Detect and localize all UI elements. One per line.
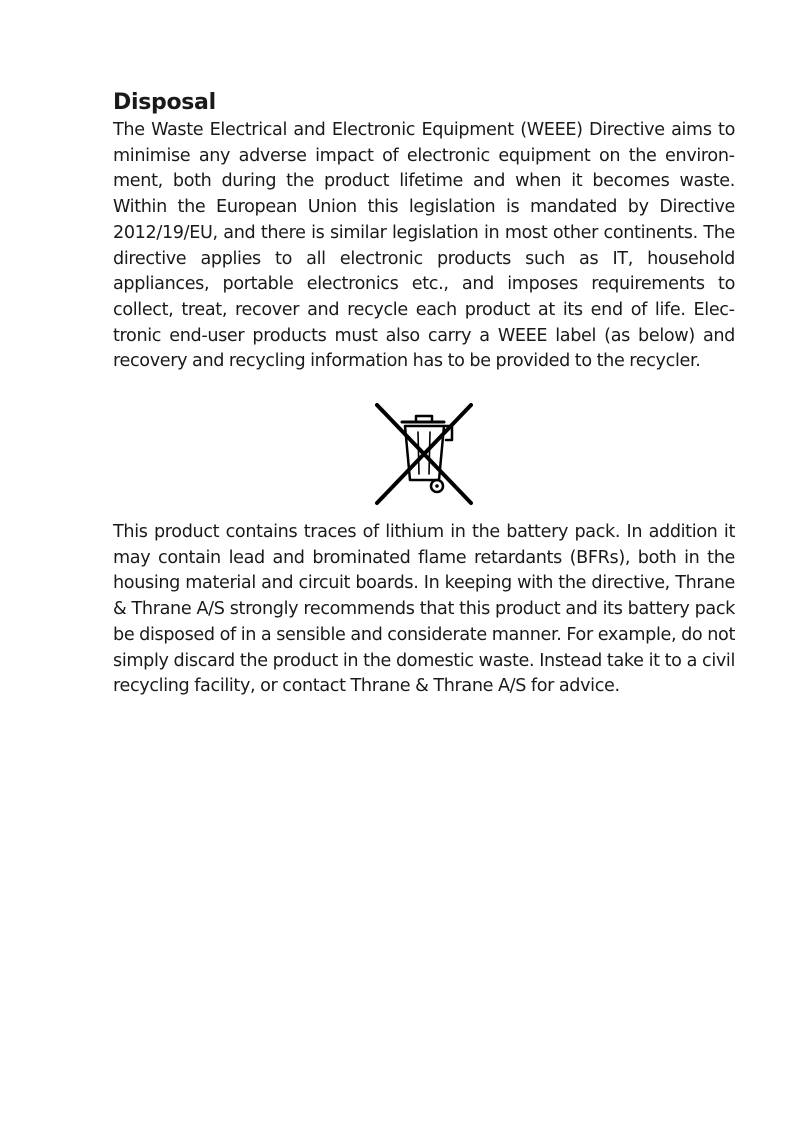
weee-symbol — [113, 392, 735, 516]
crossed-out-wheelie-bin-icon — [374, 402, 474, 506]
disposal-section — [113, 88, 735, 700]
battery-disposal-paragraph: This product contains traces of lithium in the battery pack. In addition it may contain lead and brominated flame retardants (BFRs), both in the housing material and circuit boards. In keeping with the directive, Thrane & Thrane A/S strongly recommends that this product and its battery pack be disposed of in a sensible and considerate manner. For example, do not simply discard the product in the domestic waste. Instead take it to a civil recycling facility, or contact Thrane & Thrane A/S for advice. — [113, 522, 735, 697]
weee-directive-paragraph: The Waste Electrical and Electronic Equipment (WEEE) Directive aims to minimise any adverse impact of electronic equipment on the environment, both during the product lifetime and when it becomes waste. Within the European Union this legislation is mandated by Directive 2012/19/EU, and there is similar legislation in most other continents. The directive applies to all electronic products such as IT, household appliances, portable electronics etc., and imposes requirements to collect, treat, recover and recycle each product at its end of life. Electronic end-user products must also carry a WEEE label (as below) and recovery and recycling information has to be provided to the recycler. — [113, 120, 735, 372]
section-title: Disposal — [113, 90, 216, 115]
